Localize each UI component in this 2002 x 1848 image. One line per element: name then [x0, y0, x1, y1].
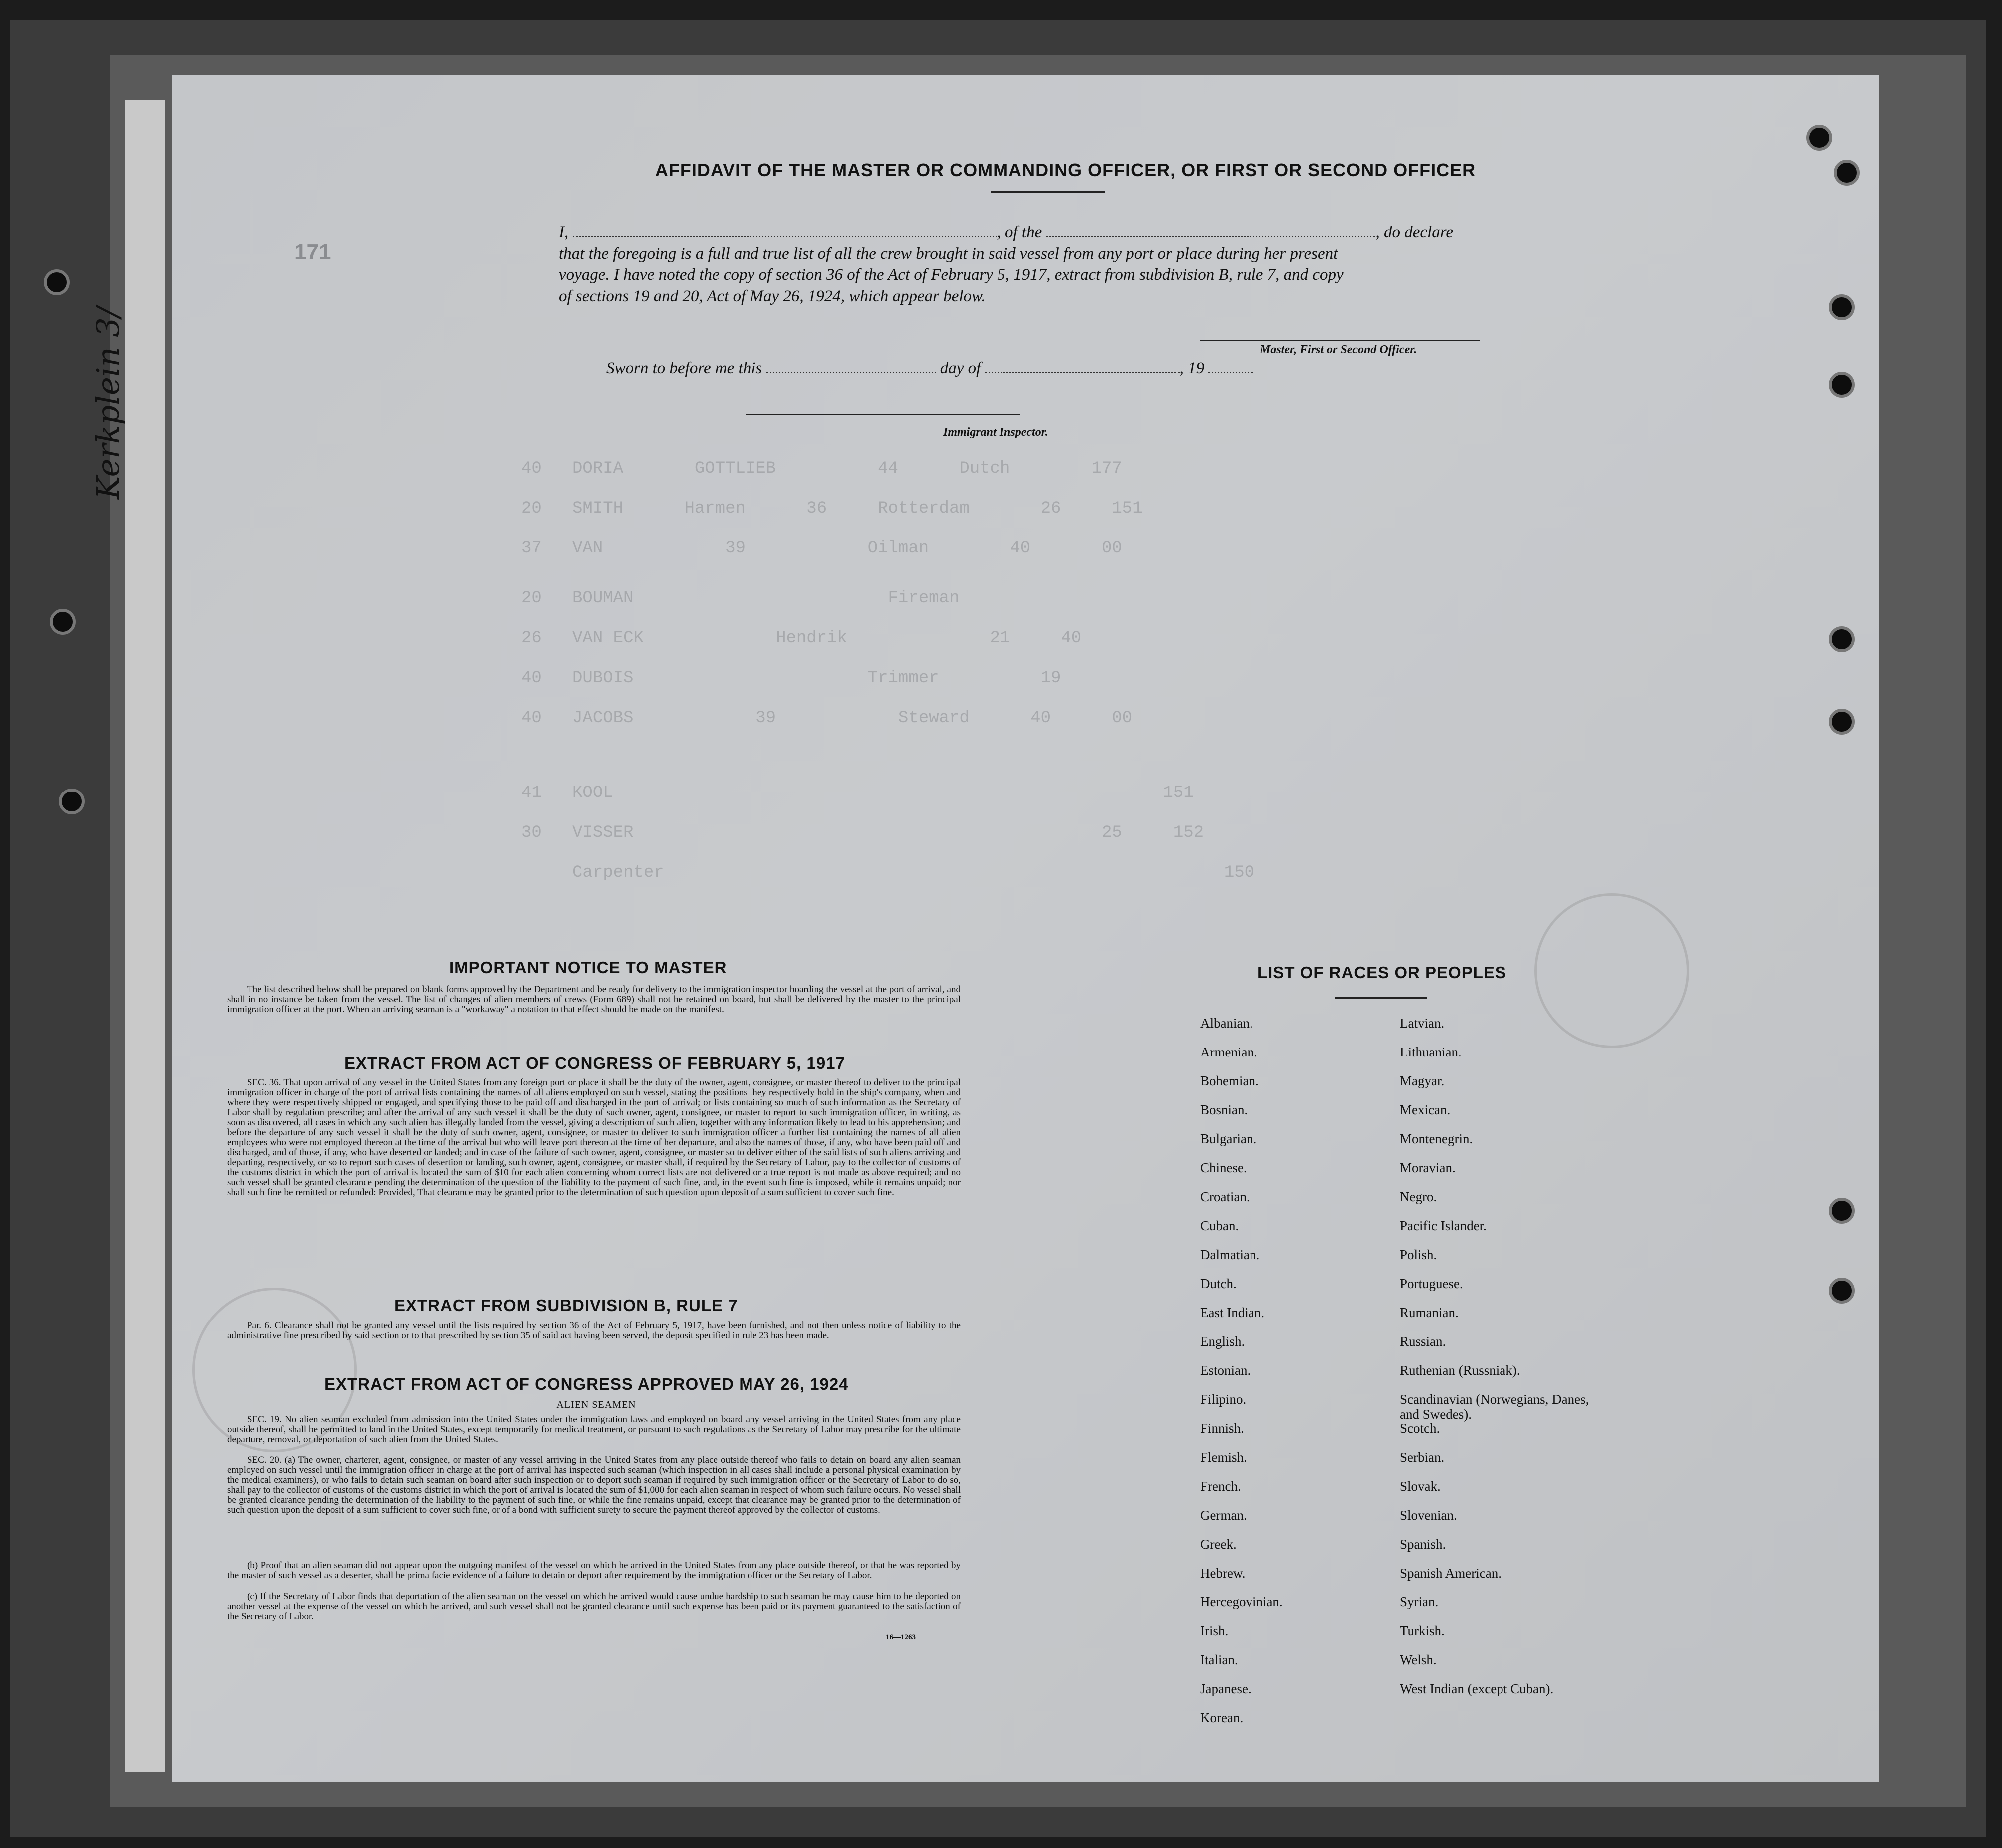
- binder-hole: [1829, 372, 1855, 398]
- race-item: Armenian.: [1200, 1045, 1257, 1059]
- form-page: 40 DORIA GOTTLIEB 44 Dutch 177 20 SMITH Harmen 36 Rotterdam 26 151 37 VAN 39 Oilman 40 00 20 BOUMAN Fireman 26 VAN ECK Hendrik 21 40 40 DUBOIS Trimmer 19 40 JACOBS 39 Steward 40 00 41 KOOL 151 30 VISSER 25 152 Carpenter 150 171 AFFIDAVIT OF THE MASTER OR COMMANDING OFFICER, OR FIRST OR SECOND OFFICER I, , of the , do declare that the foregoing is a full and true list of all the crew brought in said vessel from any port or place during her present voyage. I have noted the copy of section 36 of the Act of February 5, 1917, extract from subdivision B, rule 7, and copy of sections 19 and 20, Act of May 26, 1924, which appear below. Master, First or Second Officer. Sworn to before me this day of , 19 Immigrant Inspector. IMPORTANT NOTICE TO MASTER The list described below shall be prepared on blank forms approved by the Department and be ready for delivery to the immigration inspector boarding the vessel at the port of arrival, and shall in no instance be taken from the vessel. The list of changes of alien members of crews (Form 689) shall not be retained on board, but shall be delivered by the master to the principal immigration officer at the port. When an arriving seaman is a "workaway" a notation to that effect should be made on the manifest. EXTRACT FROM ACT OF CONGRESS OF FEBRUARY 5, 1917 SEC. 36. That upon arrival of any vessel in the United States from any foreign port or place it shall be the duty of the owner, agent, consignee, or master thereof to deliver to the principal immigration officer in charge of the port of arrival lists containing the names of all aliens employed on such vessel, stating the positions they respectively hold in the ship's company, when and where they were respectively shipped or engaged, and specifying those to be paid off and discharged in the port of arrival; or lists containing so much of such information as the Secretary of Labor shall by regulation prescribe; and after the arrival of any such vessel it shall be the duty of such owner, agent, consignee, or master to report to such immigration officer, in writing, as soon as discovered, all cases in which any such alien has illegally landed from the vessel, giving a description of such alien, together with any information likely to lead to his apprehension; and before the departure of any such vessel it shall be the duty of such owner, agent, consignee, or master to deliver to such immigration officer a further list containing the names of all alien employees who were not employed thereon at the time of the arrival but who will leave port thereon at the time of her departure, and also the names of those, if any, who have been paid off and discharged, and of those, if any, who have deserted or landed; and in case of the failure of such owner, agent, consignee, or master so to deliver either of the said lists of such aliens arriving and departing, respectively, or so to report such cases of desertion or landing, such owner, agent, consignee, or master shall, if required by the Secretary of Labor, pay to the collector of customs of the customs district in which the port of arrival is located the sum of $10 for each alien concerning whom correct lists are not delivered or a true report is not made as above required; and no such vessel shall be granted clearance pending the determination of the question of the liability to the payment of such fine, and, in the event such fine is imposed, while it remains unpaid; nor shall such fine be remitted or refunded: Provided, That clearance may be granted prior to the determination of such question upon deposit of a sum sufficient to cover such fine. EXTRACT FROM SUBDIVISION B, RULE 7 Par. 6. Clearance shall not be granted any vessel until the lists required by section 36 of the Act of February 5, 1917, have been furnished, and not then unless notice of liability to the administrative fine prescribed by said section or to that prescribed by section 35 of said act having been served, the deposit specified in rule 23 has been made. EXTRACT FROM ACT OF CONGRESS APPROVED MAY 26, 1924 ALIEN SEAMEN SEC. 19. No alien seaman excluded from admission into the United States under the immigration laws and employed on board any vessel arriving in the United States from any place outside thereof, shall be permitted to land in the United States, except temporarily for medical treatment, or pursuant to such regulations as the Secretary of Labor may prescribe for the ultimate departure, removal, or deportation of such alien from the United States. SEC. 20. (a) The owner, charterer, agent, consignee, or master of any vessel arriving in the United States from any place outside thereof who fails to detain on board any alien seaman employed on such vessel until the immigration officer in charge at the port of arrival has inspected such seaman (which inspection in all cases shall include a personal physical examination by the medical examiners), or who fails to detain such seaman on board after such inspection or to deport such seaman if required by such immigration officer or the Secretary of Labor to do so, shall pay to the collector of customs of the customs district in which the port of arrival is located the sum of $1,000 for each alien seaman in respect of whom such failure occurs. No vessel shall be granted clearance pending the determination of the liability to the payment of such fine, or while the fine remains unpaid, except that clearance may be granted prior to the determination of such question upon the deposit of a sum sufficient to cover such fine, or of a bond with sufficient surety to secure the payment thereof approved by the collector of customs. (b) Proof that an alien seaman did not appear upon the outgoing manifest of the vessel on which he arrived in the United States from any place outside thereof, or that he was reported by the master of such vessel as a deserter, shall be prima facie evidence of a failure to detain or deport after requirement by the immigration officer or the Secretary of Labor. (c) If the Secretary of Labor finds that deportation of the alien seaman on the vessel on which he arrived would cause undue hardship to such seaman he may cause him to be deported on another vessel at the expense of the vessel on which he arrived, and such vessel shall not be granted clearance until such expense has been paid or its payment guaranteed to the satisfaction of the Secretary of Labor. 16—1263 LIST OF RACES OR PEOPLES Albanian. Armenian. Bohemian. Bosnian. Bulgarian. Chinese. Croatian. Cuban. Dalmatian. Dutch. East Indian. English. Estonian. Filipino. Finnish. Flemish. French. German. Greek. Hebrew. Hercegovinian. Irish. Italian. Japanese. Korean. Latvian. Lithuanian. Magyar. Mexican. Montenegrin. Moravian. Negro. Pacific Islander. Polish. Portuguese. Rumanian. Russian. Ruthenian (Russniak). Scandinavian (Norwegians, Danes, and Swedes). Scotch. Serbian. Slovak. Slovenian. Spanish. Spanish American. Syrian. Turkish. Welsh. West Indian (except Cuban).: [172, 75, 1879, 1782]
- race-item: Bulgarian.: [1200, 1131, 1257, 1146]
- binder-hole: [44, 269, 70, 295]
- race-item: Korean.: [1200, 1710, 1244, 1725]
- extract-1917-title: EXTRACT FROM ACT OF CONGRESS OF FEBRUARY 5, 1917: [344, 1054, 845, 1072]
- extract-1924-sec20c: (c) If the Secretary of Labor finds that deportation of the alien seaman on the vessel on which he arrived would cause undue hardship to such seaman he may cause him to be deported on another vessel at the expense of the vessel on which he arrived, and such vessel shall not be granted clearance until such expense has been paid or its payment guaranteed to the satisfaction of the Secretary of Labor.: [227, 1591, 961, 1622]
- alien-seamen-subtitle: ALIEN SEAMEN: [556, 1399, 636, 1410]
- extract-1924-sec20a: SEC. 20. (a) The owner, charterer, agent, consignee, or master of any vessel arriving in the United States from any place outside thereof who fails to detain on board any alien seaman employed on such vessel until the immigration officer in charge at the port of arrival has inspected such seaman (which inspection in all cases shall include a personal physical examination by the medical examiners), or who fails to detain such seaman on board after such inspection or to deport such seaman if required by such immigration officer or the Secretary of Labor to do so, shall pay to the collector of customs of the customs district in which the port of arrival is located the sum of $1,000 for each alien seaman in respect of whom such failure occurs. No vessel shall be granted clearance pending the determination of the liability to the payment of such fine, or while the fine remains unpaid, except that clearance may be granted prior to the determination of such question upon the deposit of a sum sufficient to cover such fine, or of a bond with sufficient surety to secure the payment thereof approved by the collector of customs.: [227, 1455, 961, 1515]
- extract-1924-sec20b: (b) Proof that an alien seaman did not appear upon the outgoing manifest of the vessel on which he arrived in the United States from any place outside thereof, or that he was reported by the master of such vessel as a deserter, shall be prima facie evidence of a failure to detain or deport after requirement by the immigration officer or the Secretary of Labor.: [227, 1560, 961, 1581]
- race-item: Ruthenian (Russniak).: [1400, 1363, 1520, 1378]
- sworn-line: Sworn to before me this day of , 19: [606, 359, 1253, 378]
- race-item: West Indian (except Cuban).: [1400, 1681, 1554, 1696]
- race-item: Magyar.: [1400, 1073, 1445, 1088]
- race-item: Hercegovinian.: [1200, 1594, 1283, 1609]
- race-item: Greek.: [1200, 1537, 1237, 1552]
- race-item: East Indian.: [1200, 1305, 1264, 1320]
- race-item: Slovenian.: [1400, 1508, 1457, 1523]
- binder-hole: [1829, 626, 1855, 652]
- faint-seal-stamp: [1534, 893, 1689, 1048]
- binder-hole: [50, 609, 76, 635]
- margin-handwritten-name: Kerkplein 3/: [90, 307, 126, 499]
- race-item: Lithuanian.: [1400, 1045, 1462, 1059]
- signature-caption: Master, First or Second Officer.: [1260, 343, 1417, 356]
- extract-rule7-title: EXTRACT FROM SUBDIVISION B, RULE 7: [394, 1296, 738, 1315]
- race-item: Italian.: [1200, 1652, 1238, 1667]
- race-item: Dutch.: [1200, 1276, 1237, 1291]
- inspector-caption: Immigrant Inspector.: [943, 426, 1048, 439]
- race-item: Chinese.: [1200, 1160, 1247, 1175]
- race-item: Bohemian.: [1200, 1073, 1259, 1088]
- extract-1924-sec19: SEC. 19. No alien seaman excluded from admission into the United States under the immigration laws and employed on board any vessel arriving in the United States from any place outside thereof, shall be permitted to land in the United States, except temporarily for medical treatment, or pursuant to such regulations as the Secretary of Labor may prescribe for the ultimate departure, removal, or deportation of such alien from the United States.: [227, 1414, 961, 1445]
- signature-line: [1200, 340, 1480, 341]
- race-item: Finnish.: [1200, 1421, 1244, 1436]
- edge-strip: [125, 100, 165, 1772]
- race-item: Irish.: [1200, 1623, 1229, 1638]
- race-item: Hebrew.: [1200, 1566, 1246, 1581]
- races-title: LIST OF RACES OR PEOPLES: [1257, 963, 1506, 982]
- notice-title: IMPORTANT NOTICE TO MASTER: [449, 958, 727, 977]
- race-item: Bosnian.: [1200, 1102, 1248, 1117]
- race-item: German.: [1200, 1508, 1247, 1523]
- notice-body: The list described below shall be prepared on blank forms approved by the Department and be ready for delivery to the immigration inspector boarding the vessel at the port of arrival, and shall in no instance be taken from the vessel. The list of changes of alien members of crews (Form 689) shall not be retained on board, but shall be delivered by the master to the principal immigration officer at the port. When an arriving seaman is a "workaway" a notation to that effect should be made on the manifest.: [227, 984, 961, 1015]
- extract-1917-body: SEC. 36. That upon arrival of any vessel in the United States from any foreign port or place it shall be the duty of the owner, agent, consignee, or master thereof to deliver to the principal immigration officer in charge of the port of arrival lists containing the names of all aliens employed on such vessel, stating the positions they respectively hold in the ship's company, when and where they were respectively shipped or engaged, and specifying those to be paid off and discharged in the port of arrival; or lists containing so much of such information as the Secretary of Labor shall by regulation prescribe; and after the arrival of any such vessel it shall be the duty of such owner, agent, consignee, or master to report to such immigration officer, in writing, as soon as discovered, all cases in which any such alien has illegally landed from the vessel, giving a description of such alien, together with any information likely to lead to his apprehension; and before the departure of any such vessel it shall be the duty of such owner, agent, consignee, or master to deliver to such immigration officer a further list containing the names of all alien employees who were not employed thereon at the time of the arrival but who will leave port thereon at the time of her departure, and also the names of those, if any, who have been paid off and discharged, and of those, if any, who have deserted or landed; and in case of the failure of such owner, agent, consignee, or master so to deliver either of the said lists of such aliens arriving and departing, respectively, or so to report such cases of desertion or landing, such owner, agent, consignee, or master shall, if required by the Secretary of Labor, pay to the collector of customs of the customs district in which the port of arrival is located the sum of $10 for each alien concerning whom correct lists are not delivered or a true report is not made as above required; and no such vessel shall be granted clearance pending the determination of the question of the liability to the payment of such fine, and, in the event such fine is imposed, while it remains unpaid; nor shall such fine be remitted or refunded: Provided, That clearance may be granted prior to the determination of such question upon deposit of a sum sufficient to cover such fine.: [227, 1077, 961, 1198]
- race-item: Russian.: [1400, 1334, 1446, 1349]
- affidavit-title: AFFIDAVIT OF THE MASTER OR COMMANDING OFFICER, OR FIRST OR SECOND OFFICER: [655, 160, 1476, 180]
- race-item: Scotch.: [1400, 1421, 1440, 1436]
- binder-hole: [59, 789, 85, 814]
- races-title-rule: [1335, 997, 1427, 999]
- extract-rule7-body: Par. 6. Clearance shall not be granted any vessel until the lists required by section 36 of the Act of February 5, 1917, have been furnished, and not then unless notice of liability to the administrative fine prescribed by said section or to that prescribed by section 35 of said act having been served, the deposit specified in rule 23 has been made.: [227, 1320, 961, 1341]
- race-item: Cuban.: [1200, 1218, 1239, 1233]
- race-item: English.: [1200, 1334, 1245, 1349]
- binder-hole: [1806, 125, 1832, 151]
- race-item: Filipino.: [1200, 1392, 1247, 1407]
- race-item: Pacific Islander.: [1400, 1218, 1487, 1233]
- race-item: Scandinavian (Norwegians, Danes, and Swedes).: [1400, 1392, 1589, 1422]
- race-item: Flemish.: [1200, 1450, 1247, 1465]
- race-item: Spanish American.: [1400, 1566, 1502, 1581]
- page-number: 171: [294, 240, 331, 264]
- race-item: French.: [1200, 1479, 1241, 1494]
- form-number: 16—1263: [886, 1633, 916, 1641]
- race-item: Turkish.: [1400, 1623, 1445, 1638]
- affidavit-line-2: that the foregoing is a full and true list of all the crew brought in said vessel from any port or place during her present: [559, 245, 1338, 263]
- binder-hole: [1829, 294, 1855, 320]
- race-item: Latvian.: [1400, 1016, 1445, 1031]
- race-item: Negro.: [1400, 1189, 1437, 1204]
- race-item: Moravian.: [1400, 1160, 1456, 1175]
- race-item: Croatian.: [1200, 1189, 1250, 1204]
- race-item: Slovak.: [1400, 1479, 1441, 1494]
- race-item: Welsh.: [1400, 1652, 1437, 1667]
- race-item: Spanish.: [1400, 1537, 1446, 1552]
- race-item: Rumanian.: [1400, 1305, 1459, 1320]
- affidavit-line-3: voyage. I have noted the copy of section 36 of the Act of February 5, 1917, extract from subdivision B, rule 7, and copy: [559, 266, 1344, 284]
- binder-hole: [1829, 1198, 1855, 1224]
- binder-hole: [1829, 709, 1855, 735]
- affidavit-title-rule: [991, 191, 1105, 193]
- race-item: Montenegrin.: [1400, 1131, 1473, 1146]
- race-item: Albanian.: [1200, 1016, 1253, 1031]
- race-item: Syrian.: [1400, 1594, 1439, 1609]
- race-item: Mexican.: [1400, 1102, 1451, 1117]
- race-item: Dalmatian.: [1200, 1247, 1260, 1262]
- extract-1924-title: EXTRACT FROM ACT OF CONGRESS APPROVED MAY 26, 1924: [324, 1375, 849, 1393]
- binder-hole: [1829, 1278, 1855, 1304]
- race-item: Serbian.: [1400, 1450, 1445, 1465]
- inspector-signature-line: [746, 414, 1020, 415]
- affidavit-line-4: of sections 19 and 20, Act of May 26, 1924, which appear below.: [559, 287, 986, 305]
- race-item: Polish.: [1400, 1247, 1437, 1262]
- binder-hole: [1834, 160, 1860, 186]
- race-item: Portuguese.: [1400, 1276, 1463, 1291]
- affidavit-line-1: I, , of the , do declare: [559, 223, 1453, 241]
- race-item: Japanese.: [1200, 1681, 1251, 1696]
- race-item: Estonian.: [1200, 1363, 1251, 1378]
